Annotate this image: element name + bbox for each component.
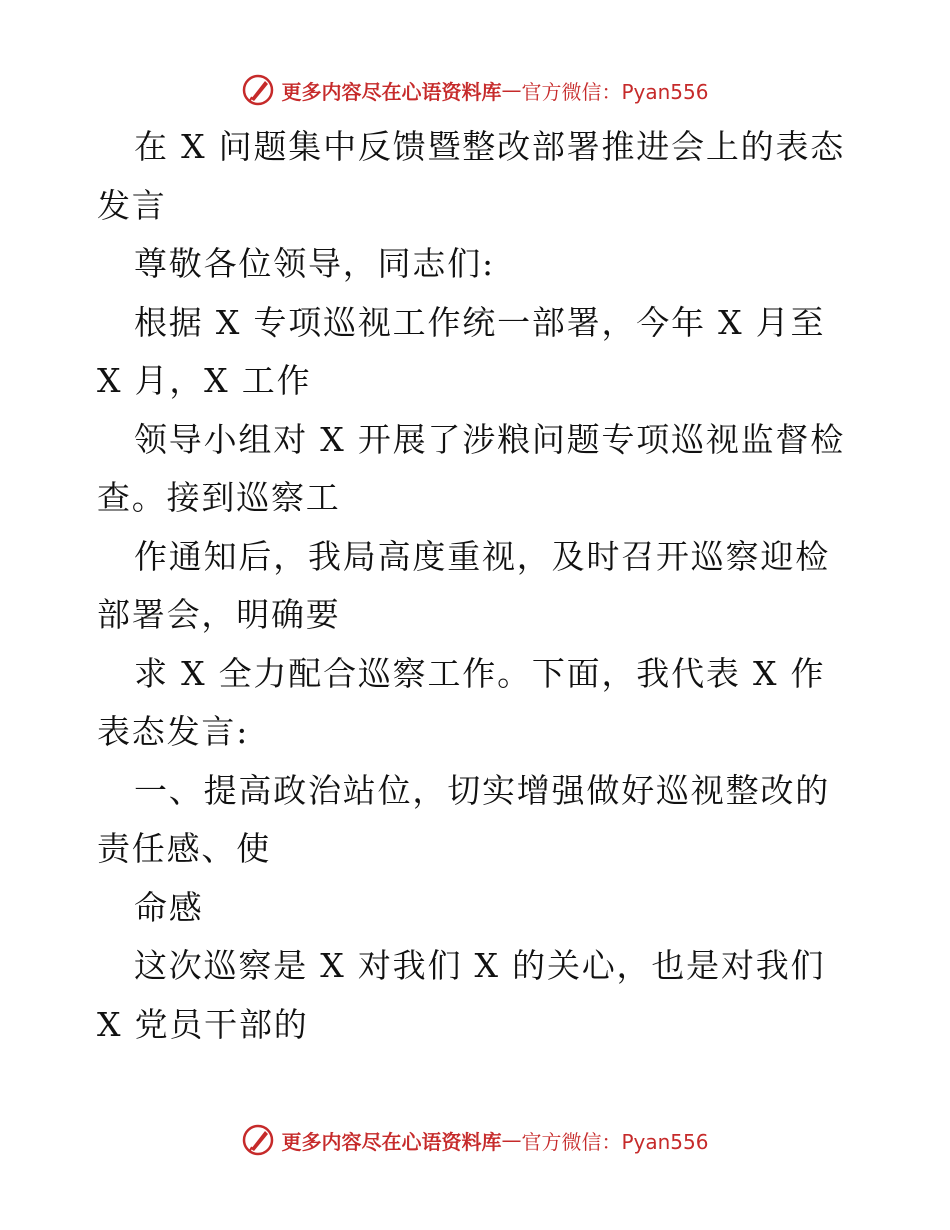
footer-wechat: 官方微信：Pyan556 — [521, 1129, 709, 1154]
footer-dash: — — [501, 1128, 522, 1152]
footer-watermark — [0, 1120, 950, 1160]
quill-pen-logo-icon — [241, 1123, 275, 1157]
paragraph: 求 X 全力配合巡察工作。下面，我代表 X 作表态发言: — [97, 653, 826, 751]
footer-slogan: 更多内容尽在心语资料库 — [281, 1129, 502, 1154]
paragraph: 作通知后，我局高度重视，及时召开巡察迎检部署会，明确要 — [97, 536, 830, 634]
section-heading-continued: 命感 — [134, 887, 204, 927]
document-title: 在 X 问题集中反馈暨整改部署推进会上的表态发言 — [97, 127, 846, 225]
header-watermark — [0, 70, 950, 110]
header-wechat: 官方微信：Pyan556 — [521, 79, 709, 104]
section-heading: 一、提高政治站位，切实增强做好巡视整改的责任感、使 — [97, 770, 830, 868]
paragraph: 根据 X 专项巡视工作统一部署，今年 X 月至 X 月，X 工作 — [97, 302, 826, 400]
paragraph: 领导小组对 X 开展了涉粮问题专项巡视监督检查。接到巡察工 — [97, 419, 846, 517]
header-slogan: 更多内容尽在心语资料库 — [281, 79, 502, 104]
header-dash: — — [501, 78, 522, 102]
paragraph: 这次巡察是 X 对我们 X 的关心，也是对我们 X 党员干部的 — [97, 946, 826, 1044]
quill-pen-logo-icon — [241, 73, 275, 107]
document-body — [97, 118, 857, 1054]
salutation: 尊敬各位领导，同志们: — [134, 244, 495, 283]
